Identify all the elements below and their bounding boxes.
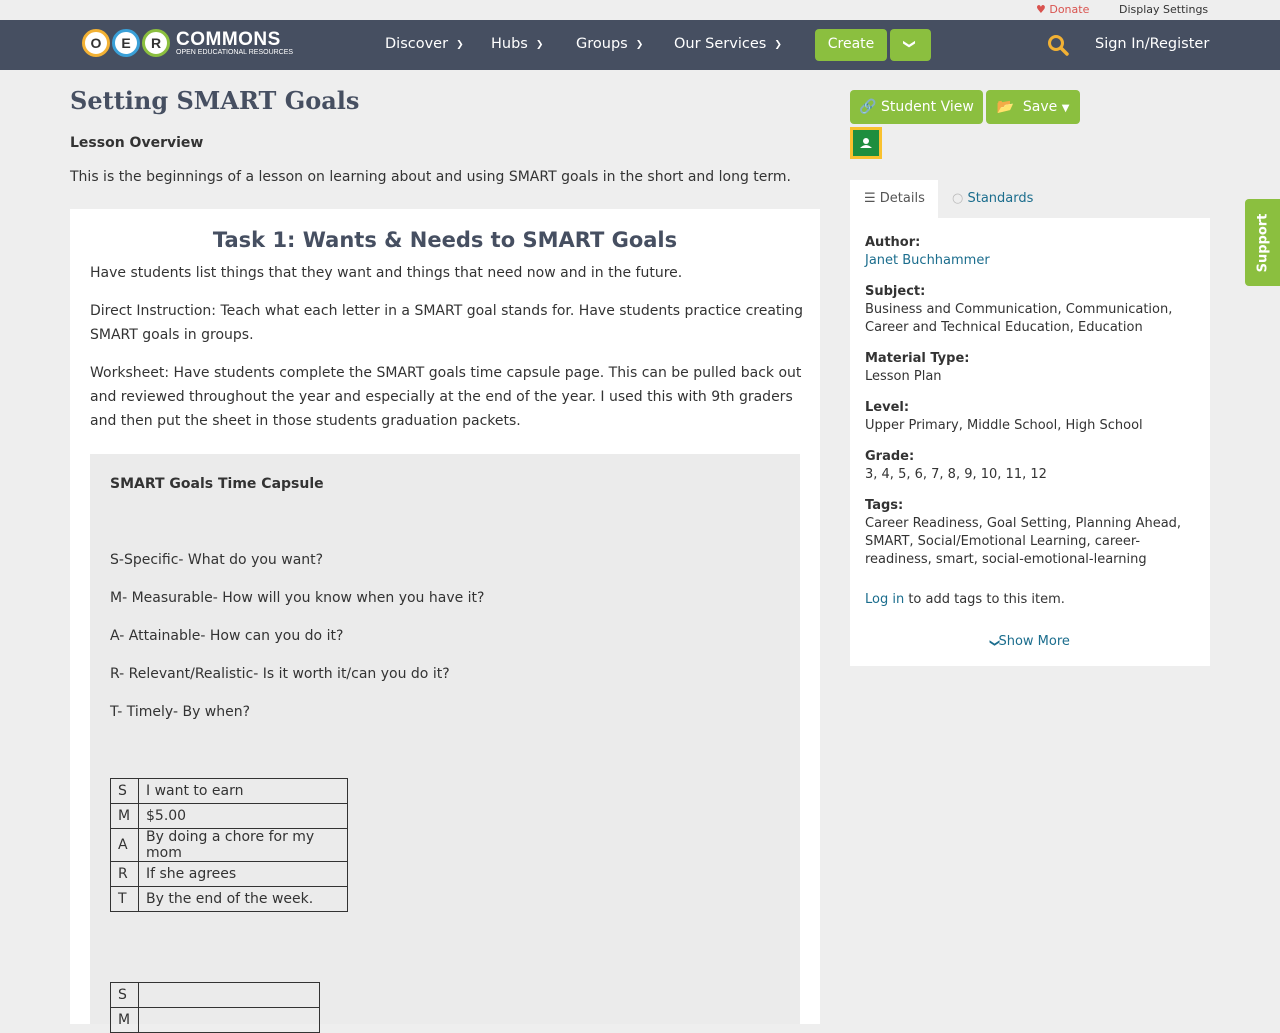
logo-letter-o: O [82,29,110,57]
level-label: Level: [865,400,910,415]
table-row [111,862,348,887]
table-row [111,779,348,804]
donate-link[interactable]: ♥ Donate [1036,3,1090,16]
logo-letter-r: R [142,29,170,57]
student-view-button[interactable] [850,90,983,124]
table-row [111,829,348,862]
tab-standards-label: Standards [967,191,1034,206]
donate-label: Donate [1049,3,1090,16]
smart-line-t: T- Timely- By when? [110,704,251,720]
task-paragraph-3: Worksheet: Have students complete the SMART goals time capsule page. This can be pulled back out and reviewed throughout the year and especially at the end of the year. I used this with 9th graders and then put the sheet in those students graduation packets. [90,365,802,429]
main-navbar [0,20,1280,70]
table-cell: T [111,887,139,912]
tab-details[interactable] [850,180,938,218]
smart-line-a: A- Attainable- How can you do it? [110,628,344,644]
table-cell: R [111,862,139,887]
lesson-overview-text: This is the beginnings of a lesson on learning about and using SMART goals in the short and long term. [70,169,791,185]
table-cell: M [111,1008,139,1033]
tab-details-label: Details [879,191,925,206]
utility-bar [0,0,1280,20]
lesson-overview-heading: Lesson Overview [70,135,204,151]
grade-value: 3, 4, 5, 6, 7, 8, 9, 10, 11, 12 [865,467,1047,482]
display-settings-link[interactable]: Display Settings [1119,3,1209,16]
material-type-value: Lesson Plan [865,369,942,384]
details-panel [850,218,1210,666]
caret-down-icon: ▼ [1061,103,1070,114]
tags-label: Tags: [865,498,904,513]
table-row [111,983,320,1008]
table-cell: M [111,804,139,829]
create-dropdown-toggle[interactable] [890,29,931,61]
author-label: Author: [865,235,921,250]
task-paragraph-2: Direct Instruction: Teach what each letter in a SMART goal stands for. Have students practice creating SMART goals in groups. [90,303,804,343]
example-smart-table [110,778,348,912]
nav-hubs-label: Hubs [491,36,528,52]
nav-discover-label: Discover [385,36,449,52]
sign-in-register-link[interactable]: Sign In/Register [1095,36,1210,52]
table-cell [139,983,320,1008]
nav-our-services-label: Our Services [674,36,767,52]
table-cell: By doing a chore for my mom [139,829,348,862]
chevron-down-icon: ❯ [456,40,464,50]
material-type-field [865,350,1195,386]
login-link[interactable]: Log in [865,592,905,607]
level-value: Upper Primary, Middle School, High School [865,418,1143,433]
author-field [865,234,1195,270]
nav-groups[interactable] [576,36,643,52]
tags-field [865,497,1195,569]
table-row [111,1008,320,1033]
nav-discover[interactable] [385,36,464,52]
material-type-label: Material Type: [865,351,970,366]
folder-icon: 📂 [996,99,1014,115]
worksheet-box [90,454,800,1028]
chevron-down-icon: ❯ [635,40,644,50]
table-row [111,804,348,829]
create-button[interactable]: Create [815,29,887,61]
blank-smart-table [110,982,320,1033]
subject-field [865,283,1195,337]
logo-letter-e: E [112,29,140,57]
logo-brand: COMMONS [176,29,281,50]
student-view-label: Student View [881,99,974,115]
save-label: Save [1022,99,1058,115]
google-classroom-share-button[interactable] [850,127,882,159]
table-cell: S [111,983,139,1008]
subject-label: Subject: [865,284,926,299]
table-cell [139,1008,320,1033]
capsule-title: SMART Goals Time Capsule [110,476,324,492]
smart-line-r: R- Relevant/Realistic- Is it worth it/can you do it? [110,666,450,682]
logo-wordmark [176,30,293,56]
oer-commons-logo[interactable] [82,26,293,60]
smart-line-m: M- Measurable- How will you know when you have it? [110,590,485,606]
table-cell: S [111,779,139,804]
login-to-tag [865,591,1195,609]
lesson-content [70,209,820,1028]
chevron-down-icon: ❯ [774,40,782,50]
table-cell: I want to earn [139,779,348,804]
table-cell: $5.00 [139,804,348,829]
search-icon[interactable] [1047,34,1069,56]
author-link[interactable]: Janet Buchhammer [865,253,990,268]
nav-groups-label: Groups [576,36,628,52]
circle-icon: ○ [952,191,964,206]
table-cell: If she agrees [139,862,348,887]
table-cell: By the end of the week. [139,887,348,912]
table-cell: A [111,829,139,862]
table-row [111,887,348,912]
page-title: Setting SMART Goals [70,86,360,115]
grade-label: Grade: [865,449,915,464]
show-more-link[interactable] [865,633,1195,652]
show-more-label: Show More [998,634,1070,649]
tags-value: Career Readiness, Goal Setting, Planning Ahead, SMART, Social/Emotional Learning, career-readiness, smart, social-emotional-learning [865,516,1182,567]
logo-tagline: OPEN EDUCATIONAL RESOURCES [176,49,294,56]
smart-line-s: S-Specific- What do you want? [110,552,324,568]
level-field [865,399,1195,435]
link-icon: 🔗 [859,99,877,115]
login-suffix: to add tags to this item. [904,592,1065,607]
grade-field [865,448,1195,484]
nav-our-services[interactable] [674,36,782,52]
list-icon: ☰ [864,191,876,206]
support-tab[interactable] [1245,199,1280,286]
chevron-down-icon: ❯ [535,40,544,50]
subject-value: Business and Communication, Communication, Career and Technical Education, Education [865,302,1173,335]
save-button[interactable] [986,90,1080,124]
support-label: Support [1255,213,1270,272]
chevron-down-icon: ❯ [903,38,918,50]
task-heading: Task 1: Wants & Needs to SMART Goals [212,228,678,252]
nav-hubs[interactable] [491,36,543,52]
task-paragraph-1: Have students list things that they want and things that need now and in the future. [90,265,683,281]
tab-standards[interactable] [952,180,1033,218]
google-classroom-icon [853,130,879,156]
chevron-down-icon: ❯ [989,638,1001,648]
